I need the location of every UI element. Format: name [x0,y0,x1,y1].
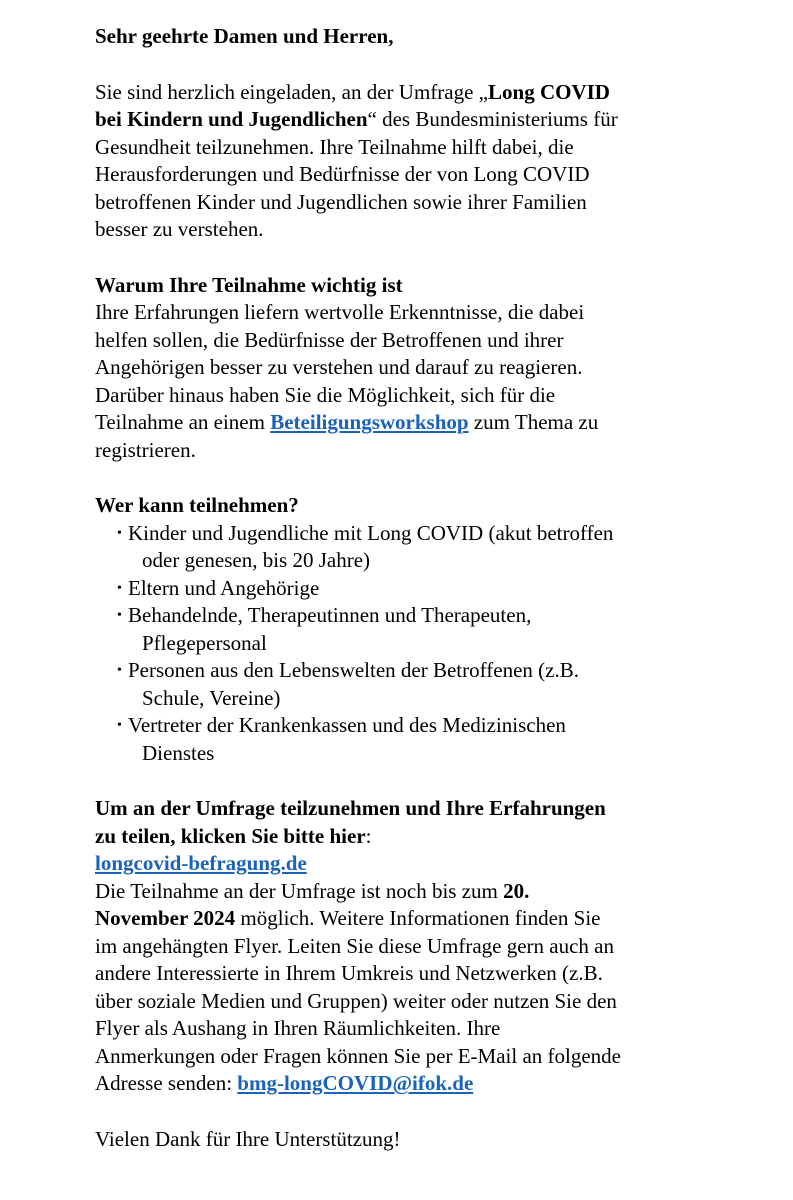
why-heading: Warum Ihre Teilnahme wichtig ist [95,272,403,297]
why-line-5: Teilnahme an einem Beteiligungsworkshop zum Thema zu [95,410,599,434]
deadline-day: 20. [503,878,530,903]
intro-paragraph [95,79,785,244]
bullet-icon: • [117,663,122,678]
intro-line-6: besser zu verstehen. [95,217,264,241]
cta-section [95,795,785,1098]
why-line-4: Darüber hinaus haben Sie die Möglichkeit, sich für die [95,382,556,407]
closing-line: Vielen Dank für Ihre Unterstützung! [95,1126,401,1151]
letter-body [95,23,785,1153]
who-section [95,492,785,767]
list-item: • Behandelnde, Therapeutinnen und Therapeuten, Pflegepersonal [117,603,532,655]
bullet-icon: • [117,608,122,623]
bullet-icon: • [117,525,122,541]
spacer [95,51,785,79]
spacer [95,244,785,272]
cta-line-2: November 2024 möglich. Weitere Informationen finden Sie [95,906,601,930]
intro-line-4: Herausforderungen und Bedürfnisse der von Long COVID [95,162,590,186]
cta-line-3: im angehängten Flyer. Leiten Sie diese Umfrage gern auch an [95,933,614,958]
intro-line-2: bei Kindern und Jugendlichen“ des Bundesministeriums für [95,107,618,131]
survey-title: Long COVID [488,79,610,104]
intro-line-1: Sie sind herzlich eingeladen, an der Umfrage „Long COVID [95,79,610,104]
email-link[interactable]: bmg-longCOVID@ifok.de [237,1071,474,1095]
spacer [95,767,785,795]
cta-line-8: Adresse senden: bmg-longCOVID@ifok.de [95,1071,474,1095]
list-item: • Kinder und Jugendliche mit Long COVID (akut betroffen oder genesen, bis 20 Jahre) [117,520,614,572]
list-item: • Eltern und Angehörige [95,575,785,603]
list-item: • Vertreter der Krankenkassen und des Medizinischen Dienstes [117,713,566,765]
intro-line-5: betroffenen Kinder und Jugendlichen sowie ihrer Familien [95,189,587,214]
cta-line-5: über soziale Medien und Gruppen) weiter oder nutzen Sie den [95,988,617,1013]
survey-title-cont: bei Kindern und Jugendlichen [95,107,368,131]
greeting: Sehr geehrte Damen und Herren, [95,24,394,48]
bullet-icon: • [117,718,122,733]
cta-line-4: andere Interessierte in Ihrem Umkreis und Netzwerken (z.B. [95,961,603,985]
spacer [95,1098,785,1126]
cta-heading-line-1: Um an der Umfrage teilzunehmen und Ihre Erfahrungen [95,796,606,820]
deadline-month-year: November 2024 [95,906,236,930]
why-line-6: registrieren. [95,437,196,462]
cta-line-7: Anmerkungen oder Fragen können Sie per E-Mail an folgende [95,1043,622,1068]
survey-link[interactable]: longcovid-befragung.de [95,851,307,875]
survey-link-line [95,850,785,878]
why-line-3: Angehörigen besser zu verstehen und darauf zu reagieren. [95,355,583,379]
workshop-link[interactable]: Beteiligungsworkshop [270,410,469,434]
cta-line-6: Flyer als Aushang in Ihren Räumlichkeiten. Ihre [95,1016,501,1040]
why-section [95,272,785,465]
participant-list [95,520,785,768]
intro-line-3: Gesundheit teilzunehmen. Ihre Teilnahme hilft dabei, die [95,134,574,159]
bullet-icon: • [117,580,122,596]
who-heading: Wer kann teilnehmen? [95,493,299,517]
cta-heading-line-2: zu teilen, klicken Sie bitte hier: [95,823,372,848]
spacer [95,464,785,492]
why-line-1: Ihre Erfahrungen liefern wertvolle Erkenntnisse, die dabei [95,300,585,324]
cta-line-1: Die Teilnahme an der Umfrage ist noch bis zum 20. [95,878,530,903]
list-item: • Personen aus den Lebenswelten der Betroffenen (z.B. Schule, Vereine) [117,658,579,710]
why-line-2: helfen sollen, die Bedürfnisse der Betroffenen und ihrer [95,327,564,352]
